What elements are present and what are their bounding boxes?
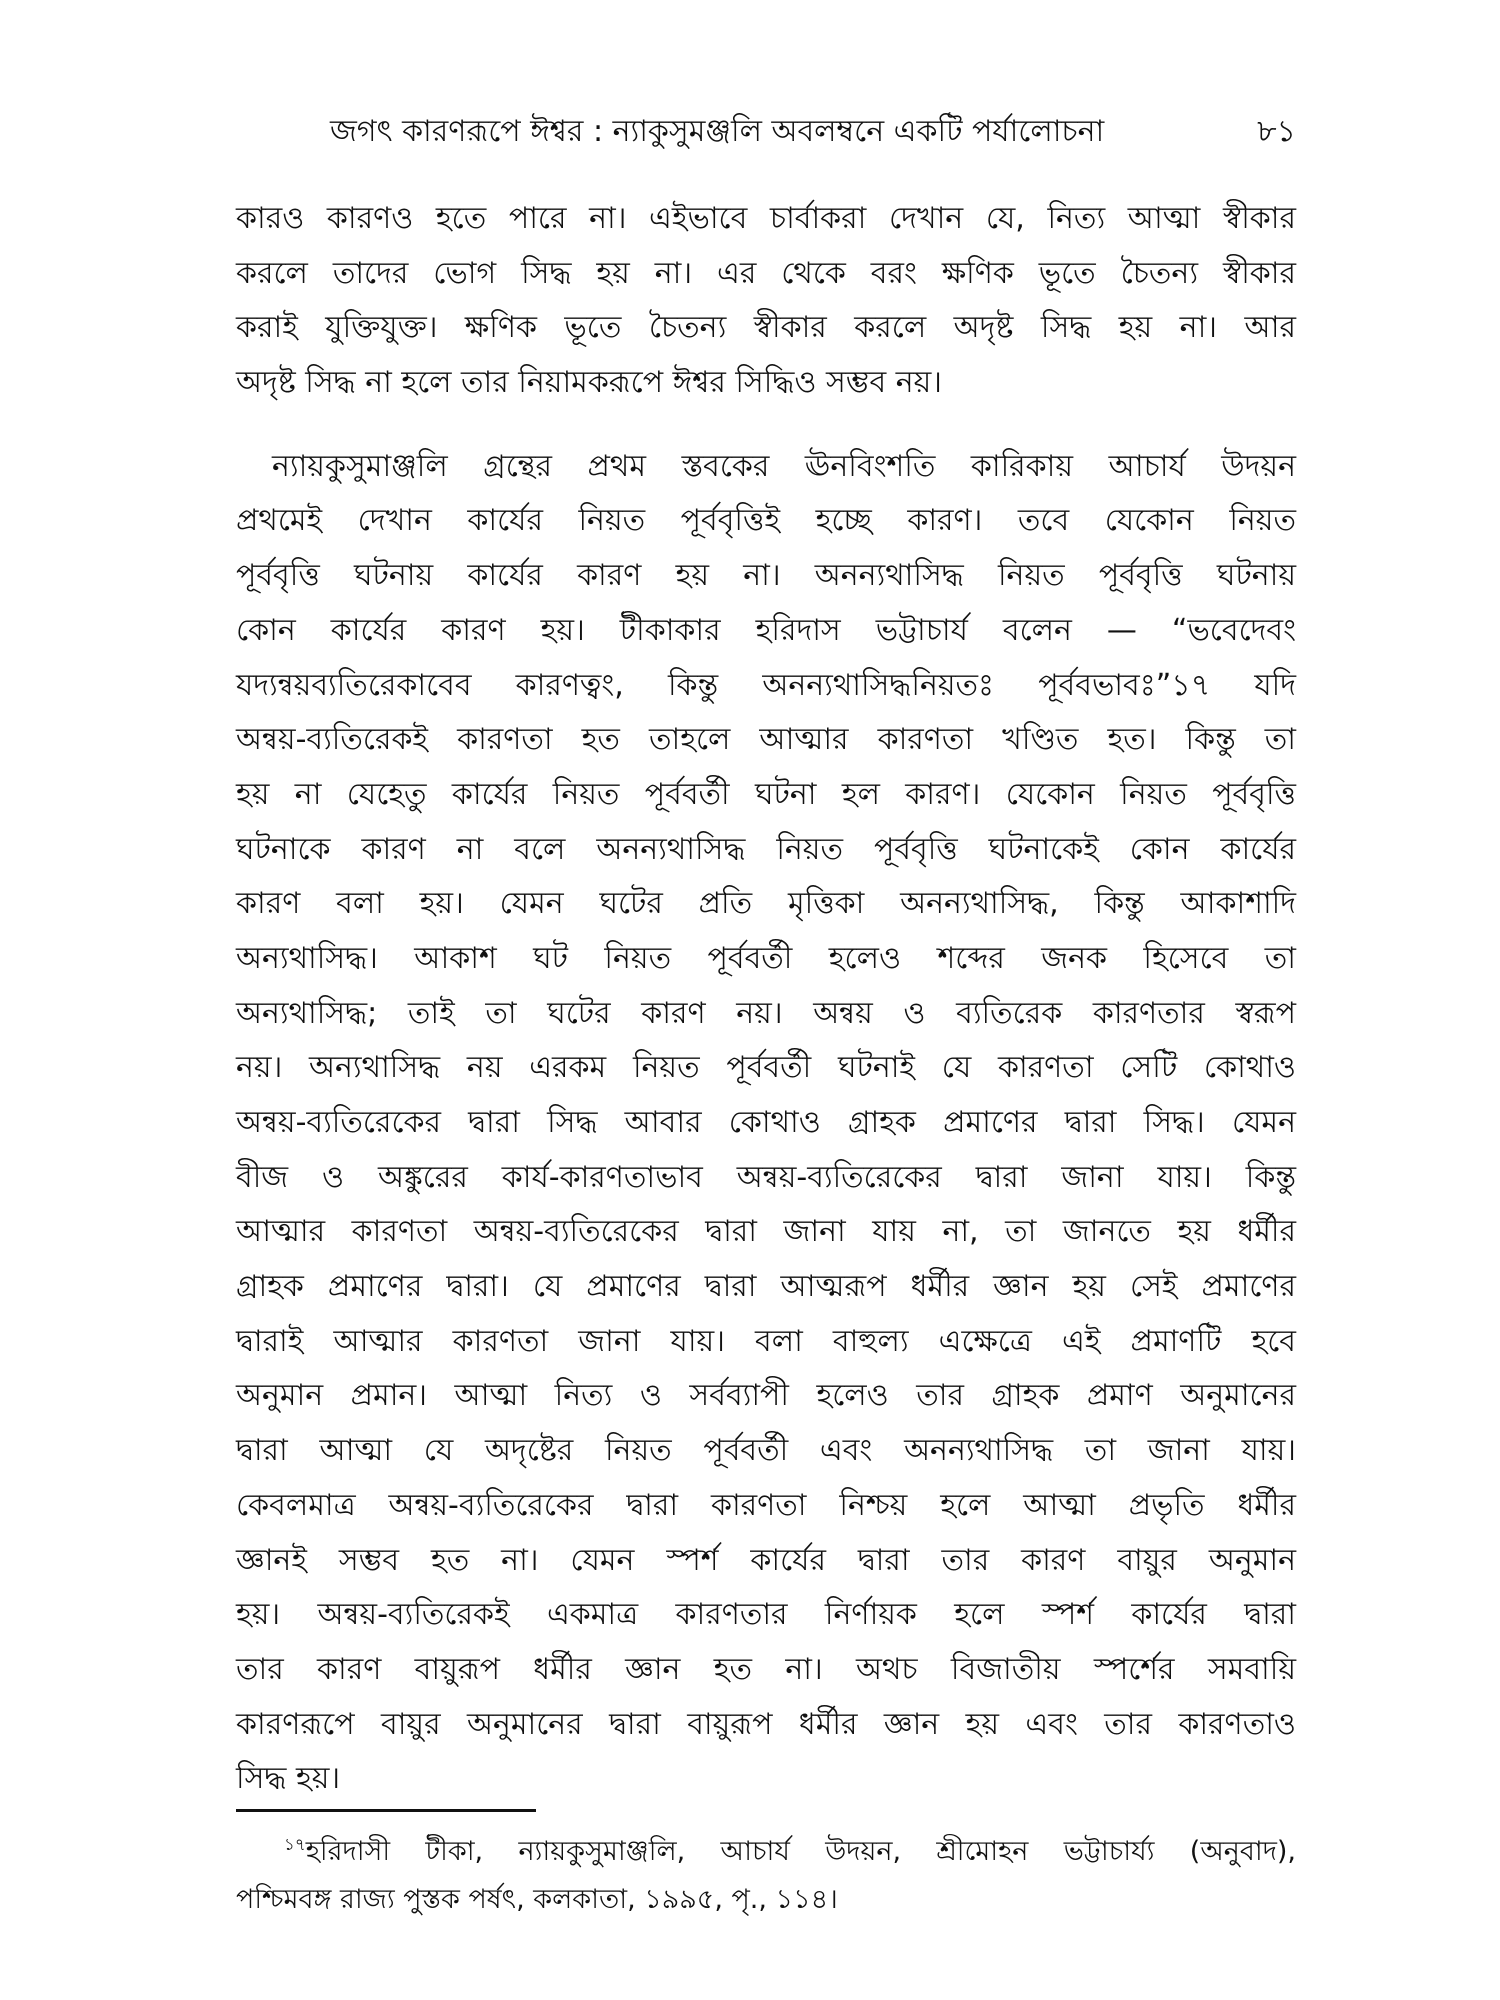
text-line: অন্বয়-ব্যতিরেকই কারণতা হত তাহলে আত্মার কারণতা খণ্ডিত হত। কিন্তু তা — [236, 722, 1296, 758]
text-line: হয়। অন্বয়-ব্যতিরেকই একমাত্র কারণতার নির্ণায়ক হলে স্পর্শ কার্যের দ্বারা — [236, 1597, 1296, 1633]
text-line: অন্বয়-ব্যতিরেকের দ্বারা সিদ্ধ আবার কোথাও গ্রাহক প্রমাণের দ্বারা সিদ্ধ। যেমন — [236, 1105, 1296, 1140]
footnote-line — [236, 1828, 1296, 1876]
text-line: হয় না যেহেতু কার্যের নিয়ত পূর্ববর্তী ঘটনা হল কারণ। যেকোন নিয়ত পূর্ববৃত্তি — [236, 776, 1296, 812]
text-line: বীজ ও অঙ্কুরের কার্য-কারণতাভাব অন্বয়-ব্যতিরেকের দ্বারা জানা যায়। কিন্তু — [236, 1159, 1296, 1195]
footnote-divider — [236, 1809, 536, 1812]
text-line: গ্রাহক প্রমাণের দ্বারা। যে প্রমাণের দ্বারা আত্মরূপ ধর্মীর জ্ঞান হয় সেই প্রমাণের — [236, 1269, 1296, 1305]
text-line: কারণরূপে বায়ুর অনুমানের দ্বারা বায়ুরূপ ধর্মীর জ্ঞান হয় এবং তার কারণতাও — [236, 1706, 1296, 1742]
text-line: দ্বারা আত্মা যে অদৃষ্টের নিয়ত পূর্ববর্তী এবং অনন্যথাসিদ্ধ তা জানা যায়। — [236, 1433, 1296, 1469]
running-header-title: জগৎ কারণরূপে ঈশ্বর : ন্যাকুসুমঞ্জলি অবলম্বনে একটি পর্যালোচনা — [330, 114, 1105, 149]
text-line: ন্যায়কুসুমাঞ্জলি গ্রন্থের প্রথম স্তবকের ঊনবিংশতি কারিকায় আচার্য উদয়ন — [272, 448, 1296, 484]
footnote-marker: ১৭ — [284, 1833, 306, 1854]
text-line: অন্যথাসিদ্ধ। আকাশ ঘট নিয়ত পূর্ববর্তী হলেও শব্দের জনক হিসেবে তা — [236, 940, 1296, 976]
text-line: পূর্ববৃত্তি ঘটনায় কার্যের কারণ হয় না। অনন্যথাসিদ্ধ নিয়ত পূর্ববৃত্তি ঘটনায় — [236, 558, 1296, 594]
text-line: ঘটনাকে কারণ না বলে অনন্যথাসিদ্ধ নিয়ত পূর্ববৃত্তি ঘটনাকেই কোন কার্যের — [236, 831, 1296, 867]
paragraph — [236, 192, 1296, 411]
text-line: করলে তাদের ভোগ সিদ্ধ হয় না। এর থেকে বরং ক্ষণিক ভূতে চৈতন্য স্বীকার — [236, 255, 1296, 291]
text-line: করাই যুক্তিযুক্ত। ক্ষণিক ভূতে চৈতন্য স্বীকার করলে অদৃষ্ট সিদ্ধ হয় না। আর — [236, 310, 1296, 346]
body-text — [236, 192, 1296, 1807]
text-line: প্রথমেই দেখান কার্যের নিয়ত পূর্ববৃত্তিই হচ্ছে কারণ। তবে যেকোন নিয়ত — [236, 503, 1296, 539]
text-line: কোন কার্যের কারণ হয়। টীকাকার হরিদাস ভট্টাচার্য বলেন — “ভবেদেবং — [236, 612, 1296, 648]
text-line: সিদ্ধ হয়। — [236, 1761, 341, 1797]
text-line: অদৃষ্ট সিদ্ধ না হলে তার নিয়ামকরূপে ঈশ্বর সিদ্ধিও সম্ভব নয়। — [236, 365, 943, 401]
text-line: অন্যথাসিদ্ধ; তাই তা ঘটের কারণ নয়। অন্বয় ও ব্যতিরেক কারণতার স্বরূপ — [236, 995, 1296, 1031]
text-line: কারণ বলা হয়। যেমন ঘটের প্রতি মৃত্তিকা অনন্যথাসিদ্ধ, কিন্তু আকাশাদি — [236, 886, 1296, 922]
text-line: অনুমান প্রমান। আত্মা নিত্য ও সর্বব্যাপী হলেও তার গ্রাহক প্রমাণ অনুমানের — [236, 1378, 1296, 1414]
text-line: কেবলমাত্র অন্বয়-ব্যতিরেকের দ্বারা কারণতা নিশ্চয় হলে আত্মা প্রভৃতি ধর্মীর — [236, 1487, 1296, 1523]
text-line: তার কারণ বায়ুরূপ ধর্মীর জ্ঞান হত না। অথচ বিজাতীয় স্পর্শের সমবায়ি — [236, 1651, 1296, 1687]
paragraph-spacer — [236, 411, 1296, 440]
paragraph — [236, 440, 1296, 1807]
page-number: ৮১ — [1257, 114, 1296, 149]
text-line: জ্ঞানই সম্ভব হত না। যেমন স্পর্শ কার্যের দ্বারা তার কারণ বায়ুর অনুমান — [236, 1542, 1296, 1578]
text-line: কারও কারণও হতে পারে না। এইভাবে চার্বাকরা দেখান যে, নিত্য আত্মা স্বীকার — [236, 201, 1296, 236]
text-line: যদ্যন্বয়ব্যতিরেকাবেব কারণত্বং, কিন্তু অনন্যথাসিদ্ধনিয়তঃ পূর্ববভাবঃ”১৭ যদি — [236, 667, 1296, 703]
text-line: দ্বারাই আত্মার কারণতা জানা যায়। বলা বাহুল্য এক্ষেত্রে এই প্রমাণটি হবে — [236, 1323, 1296, 1359]
text-line: নয়। অন্যথাসিদ্ধ নয় এরকম নিয়ত পূর্ববর্তী ঘটনাই যে কারণতা সেটি কোথাও — [236, 1050, 1296, 1086]
footnote-text: হরিদাসী টীকা, ন্যায়কুসুমাঞ্জলি, আচার্য উদয়ন, শ্রীমোহন ভট্টাচার্য্য (অনুবাদ), — [305, 1836, 1296, 1867]
footnote-line: পশ্চিমবঙ্গ রাজ্য পুস্তক পর্ষৎ, কলকাতা, ১৯৯৫, পৃ., ১১৪। — [236, 1884, 838, 1915]
text-line: আত্মার কারণতা অন্বয়-ব্যতিরেকের দ্বারা জানা যায় না, তা জানতে হয় ধর্মীর — [236, 1214, 1296, 1250]
footnote — [236, 1828, 1296, 1924]
